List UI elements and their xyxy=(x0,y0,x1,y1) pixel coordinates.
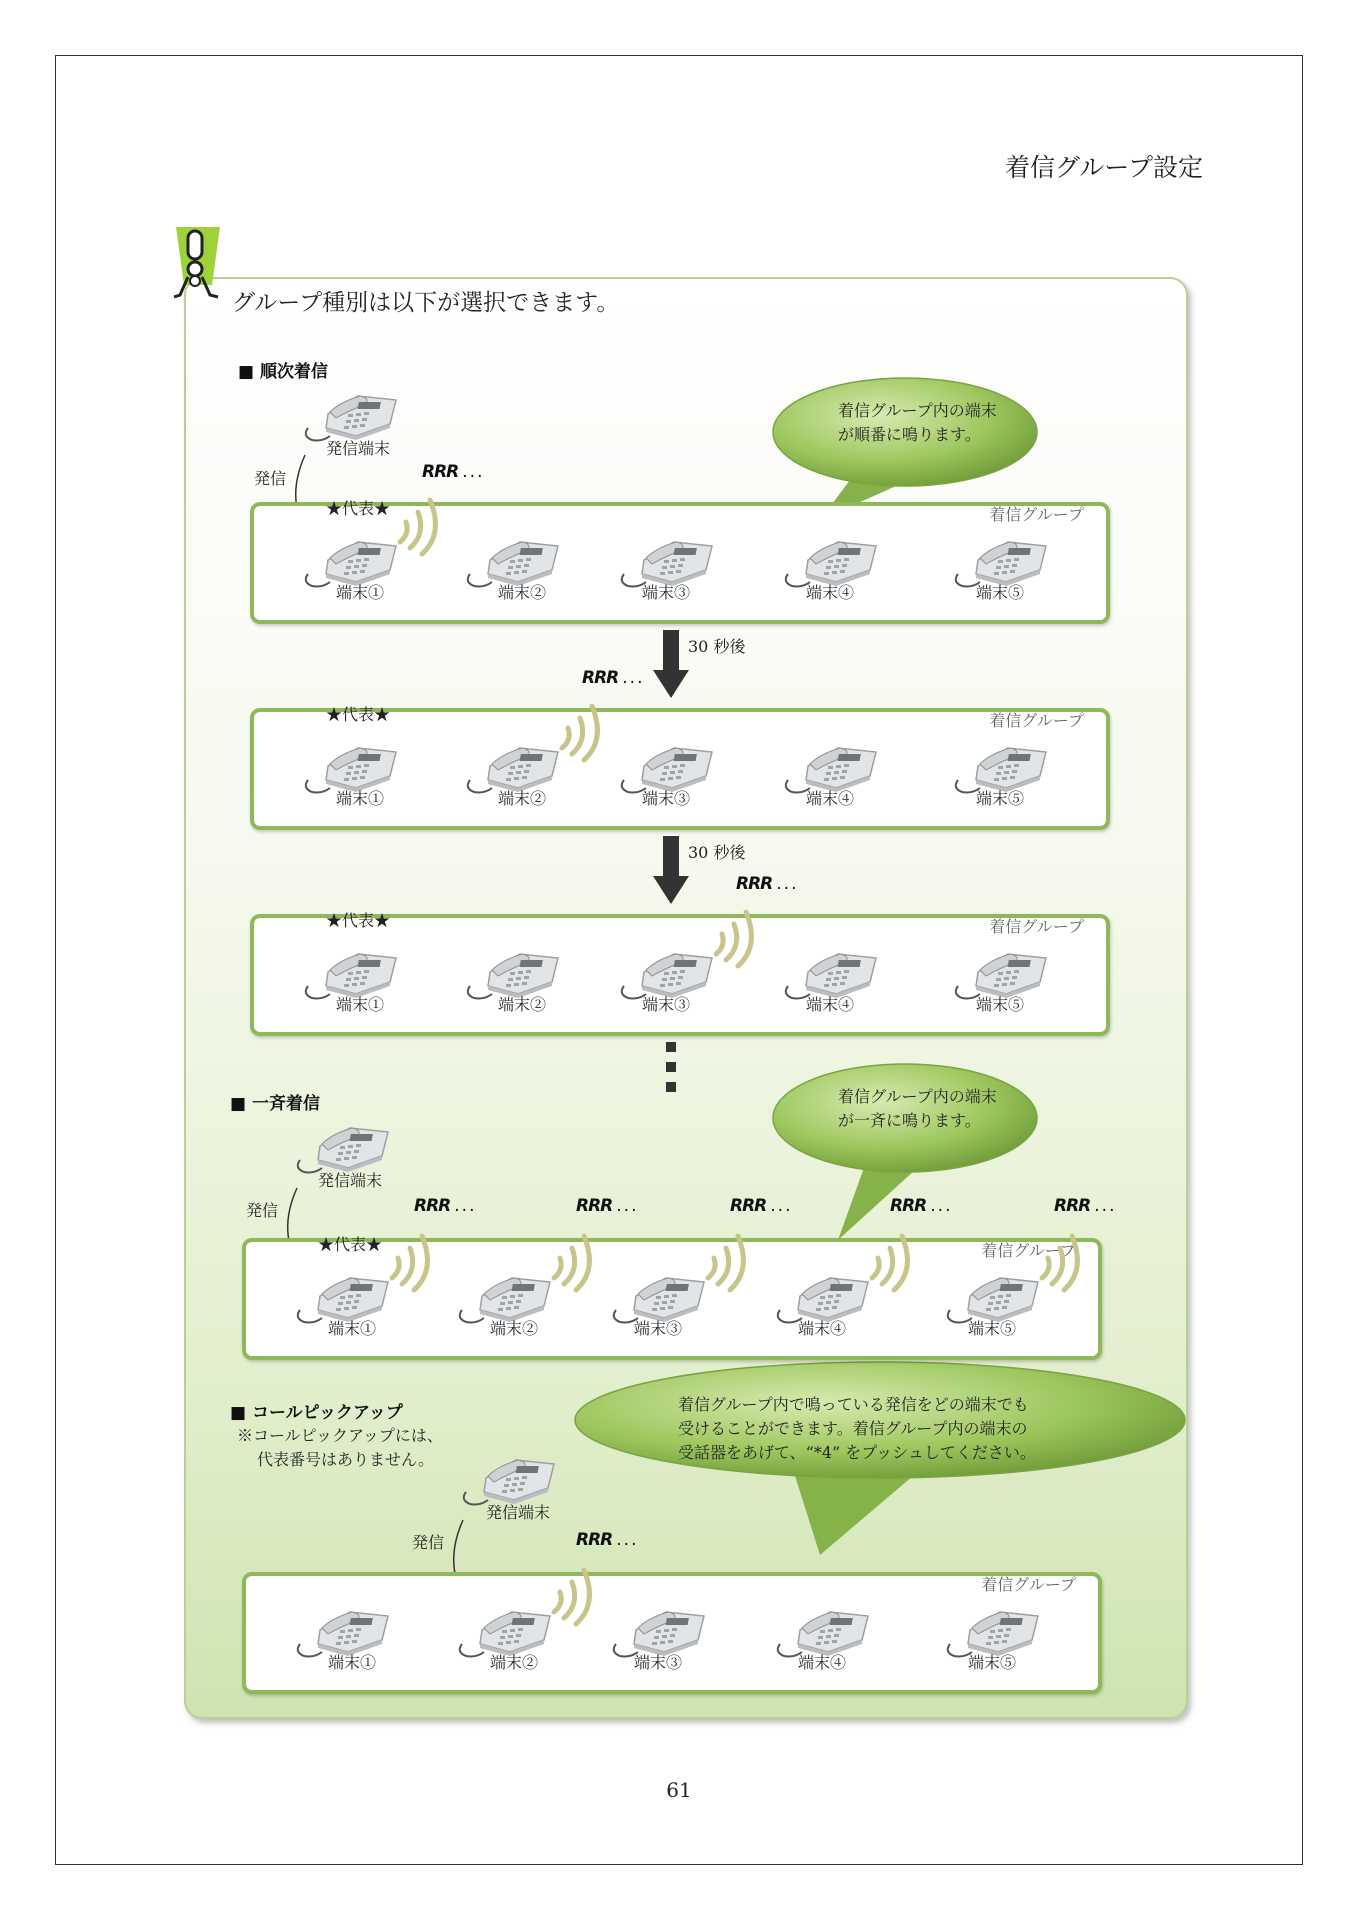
terminal-label: 端末③ xyxy=(642,789,691,808)
intro-text: グループ種別は以下が選択できます。 xyxy=(232,290,620,316)
terminal-label: 端末② xyxy=(498,789,547,808)
ringing-wave-icon xyxy=(866,1226,926,1296)
ringing-wave-icon xyxy=(1036,1226,1096,1296)
representative-label: ★代表★ xyxy=(318,1235,383,1254)
group-label: 着信グループ xyxy=(981,1575,1076,1594)
down-arrow-icon xyxy=(653,836,689,904)
group-label: 着信グループ xyxy=(989,711,1084,730)
ring-sound-dots: ... xyxy=(616,1530,639,1550)
bubble-line: が一斉に鳴ります。 xyxy=(838,1111,981,1130)
bubble-line: が順番に鳴ります。 xyxy=(838,425,981,444)
ring-sound-label xyxy=(582,668,645,688)
ring-sound-text: RRR xyxy=(582,668,619,688)
ring-sound-text: RRR xyxy=(890,1196,927,1216)
pickup-note-line: 代表番号はありません。 xyxy=(257,1450,434,1469)
terminal-label: 端末① xyxy=(336,583,385,602)
terminal-label: 端末④ xyxy=(806,995,855,1014)
bubble-line: 着信グループ内の端末 xyxy=(838,401,997,420)
terminal-label: 端末② xyxy=(498,583,547,602)
caller-label: 発信端末 xyxy=(318,1171,383,1190)
ring-sound-text: RRR xyxy=(414,1196,451,1216)
section-heading-label: 順次着信 xyxy=(259,362,328,382)
continuation-dots-icon xyxy=(666,1042,676,1092)
terminal-label: 端末③ xyxy=(642,995,691,1014)
bubble-line: 着信グループ内で鳴っている発信をどの端末でも xyxy=(678,1395,1029,1414)
section-heading-sequential: ■ 順次着信 xyxy=(238,362,328,382)
terminal-label: 端末④ xyxy=(798,1653,847,1672)
after-30s-label: 30 秒後 xyxy=(688,637,746,656)
terminal-label: 端末① xyxy=(336,789,385,808)
ring-sound-text: RRR xyxy=(1054,1196,1091,1216)
call-label: 発信 xyxy=(246,1201,279,1220)
terminal-label: 端末④ xyxy=(806,583,855,602)
ring-sound-dots: ... xyxy=(1094,1196,1117,1216)
section-heading-simultaneous: ■ 一斉着信 xyxy=(230,1094,320,1114)
call-label: 発信 xyxy=(412,1533,445,1552)
terminal-label: 端末② xyxy=(490,1319,539,1338)
page-number: 61 xyxy=(666,1778,692,1802)
terminal-label: 端末⑤ xyxy=(976,995,1025,1014)
ringing-wave-icon xyxy=(710,902,770,972)
terminal-label: 端末④ xyxy=(798,1319,847,1338)
caller-label: 発信端末 xyxy=(486,1503,551,1522)
terminal-label: 端末⑤ xyxy=(976,789,1025,808)
bubble-text-pickup xyxy=(678,1393,1036,1465)
ring-sound-label xyxy=(414,1196,477,1216)
ring-sound-dots: ... xyxy=(776,874,799,894)
section-heading-label: コールピックアップ xyxy=(251,1403,403,1423)
ring-sound-label xyxy=(422,462,485,482)
terminal-label: 端末④ xyxy=(806,789,855,808)
terminal-label: 端末① xyxy=(328,1319,377,1338)
terminal-label: 端末⑤ xyxy=(976,583,1025,602)
ring-sound-dots: ... xyxy=(462,462,485,482)
ring-sound-dots: ... xyxy=(454,1196,477,1216)
representative-label: ★代表★ xyxy=(326,499,391,518)
down-arrow-icon xyxy=(653,630,689,698)
after-30s-label: 30 秒後 xyxy=(688,843,746,862)
bubble-line: 受けることができます。着信グループ内の端末の xyxy=(678,1419,1028,1438)
group-label: 着信グループ xyxy=(981,1241,1076,1260)
bubble-text-sequential xyxy=(838,399,997,447)
ring-sound-label xyxy=(736,874,799,894)
group-label: 着信グループ xyxy=(989,505,1084,524)
ring-sound-text: RRR xyxy=(422,462,459,482)
ring-sound-label xyxy=(730,1196,793,1216)
section-heading-pickup: ■ コールピックアップ xyxy=(230,1403,403,1423)
representative-label: ★代表★ xyxy=(326,911,391,930)
terminal-label: 端末③ xyxy=(642,583,691,602)
ring-sound-label xyxy=(1054,1196,1117,1216)
page-header-title: 着信グループ設定 xyxy=(1004,153,1203,182)
ring-sound-dots: ... xyxy=(622,668,645,688)
terminal-label: 端末① xyxy=(328,1653,377,1672)
terminal-label: 端末① xyxy=(336,995,385,1014)
ring-sound-text: RRR xyxy=(576,1530,613,1550)
terminal-label: 端末③ xyxy=(634,1319,683,1338)
ringing-wave-icon xyxy=(548,1560,608,1630)
ring-sound-text: RRR xyxy=(576,1196,613,1216)
ring-sound-dots: ... xyxy=(770,1196,793,1216)
bubble-text-simultaneous xyxy=(838,1085,997,1133)
ringing-wave-icon xyxy=(386,1226,446,1296)
pickup-note-line: ※コールピックアップには、 xyxy=(237,1426,443,1445)
section-heading-label: 一斉着信 xyxy=(251,1094,320,1114)
ring-sound-dots: ... xyxy=(616,1196,639,1216)
terminal-label: 端末③ xyxy=(634,1653,683,1672)
group-label: 着信グループ xyxy=(989,917,1084,936)
ringing-wave-icon xyxy=(702,1226,762,1296)
ringing-wave-icon xyxy=(556,696,616,766)
ringing-wave-icon xyxy=(548,1226,608,1296)
caller-label: 発信端末 xyxy=(326,439,391,458)
ring-sound-dots: ... xyxy=(930,1196,953,1216)
bubble-line: 受話器をあげて、“*4” をプッシュしてください。 xyxy=(678,1443,1036,1462)
ring-sound-text: RRR xyxy=(730,1196,767,1216)
terminal-label: 端末⑤ xyxy=(968,1319,1017,1338)
call-label: 発信 xyxy=(254,469,287,488)
terminal-label: 端末② xyxy=(498,995,547,1014)
ringing-wave-icon xyxy=(394,490,454,560)
representative-label: ★代表★ xyxy=(326,705,391,724)
terminal-label: 端末② xyxy=(490,1653,539,1672)
bubble-line: 着信グループ内の端末 xyxy=(838,1087,997,1106)
ring-sound-label xyxy=(890,1196,953,1216)
ring-sound-label xyxy=(576,1196,639,1216)
terminal-label: 端末⑤ xyxy=(968,1653,1017,1672)
ring-sound-text: RRR xyxy=(736,874,773,894)
ring-sound-label xyxy=(576,1530,639,1550)
